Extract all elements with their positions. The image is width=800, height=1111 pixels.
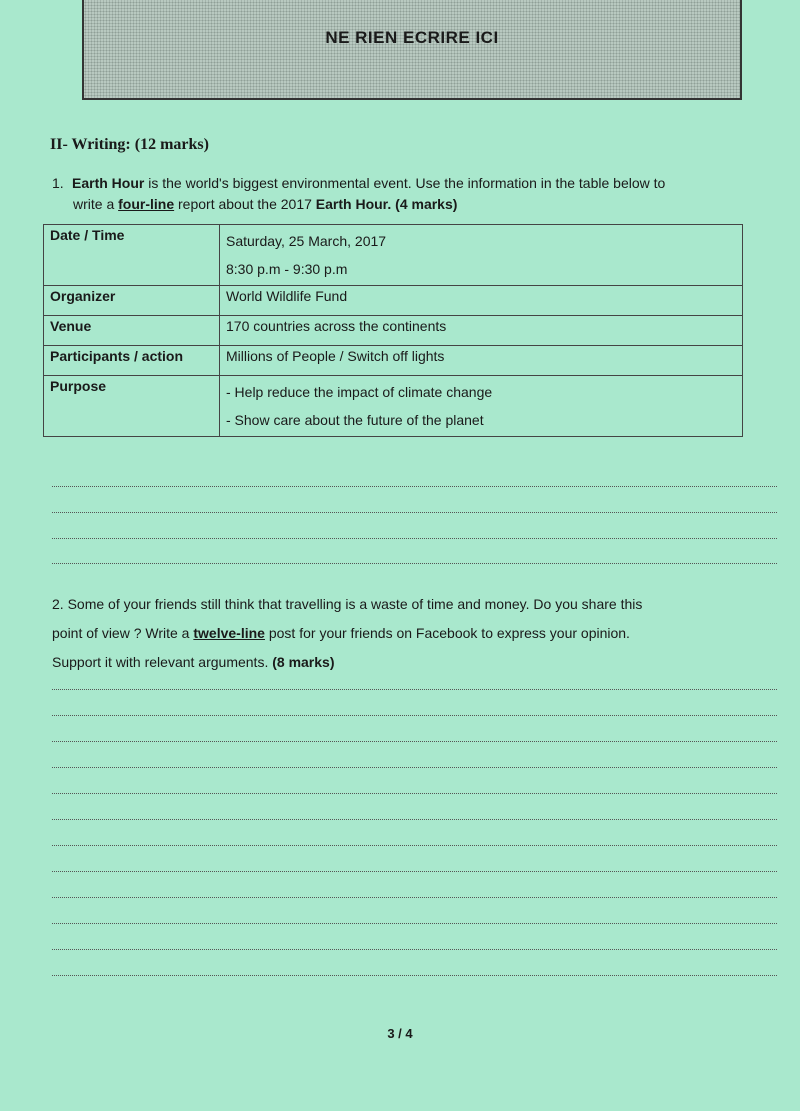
no-write-box [82,0,742,100]
q1-text-a: is the world's biggest environmental event. Use the information in the table below to [144,175,666,191]
question-2 [52,590,782,677]
answer-line[interactable] [52,871,777,872]
purpose-value-2: - Show care about the future of the planet [226,412,484,428]
q1-text-b: write a [73,196,119,212]
row-value: Millions of People / Switch off lights [220,346,743,376]
q1-marks: (4 marks) [391,196,458,212]
row-label: Venue [44,316,220,346]
twelve-line-term: twelve-line [193,625,265,641]
row-label: Date / Time [44,225,220,286]
row-value [220,225,743,286]
row-label: Participants / action [44,346,220,376]
header-title: NE RIEN ECRIRE ICI [325,28,499,47]
earth-hour-term-2: Earth Hour. [315,196,392,212]
answer-line[interactable] [52,845,777,846]
answer-line[interactable] [52,538,777,539]
row-label: Organizer [44,286,220,316]
answer-line[interactable] [52,923,777,924]
row-label: Purpose [44,376,220,437]
answer-line[interactable] [52,715,777,716]
answer-line[interactable] [52,819,777,820]
table-row [44,225,743,286]
question-1 [52,173,782,215]
answer-line[interactable] [52,767,777,768]
four-line-term: four-line [118,196,175,212]
row-value: World Wildlife Fund [220,286,743,316]
table-row [44,286,743,316]
table-row [44,376,743,437]
answer-line[interactable] [52,563,777,564]
answer-line[interactable] [52,512,777,513]
q2-marks: (8 marks) [272,654,335,670]
purpose-value-1: - Help reduce the impact of climate change [226,384,493,400]
page-number: 3 / 4 [387,1026,413,1041]
time-value: 8:30 p.m - 9:30 p.m [226,261,348,277]
section-title: II- Writing: (12 marks) [50,136,209,153]
q2-text-c: Support it with relevant arguments. [52,654,273,670]
answer-line[interactable] [52,741,777,742]
q1-text-c: report about the 2017 [174,196,316,212]
question-1-number: 1. [52,175,64,191]
answer-line[interactable] [52,793,777,794]
row-value: 170 countries across the continents [220,316,743,346]
answer-line[interactable] [52,486,777,487]
earth-hour-table [43,224,743,437]
answer-line[interactable] [52,975,777,976]
q2-text-a: point of view ? Write a [52,625,194,641]
table-row [44,346,743,376]
answer-line[interactable] [52,897,777,898]
table-row [44,316,743,346]
row-value [220,376,743,437]
q2-text-b: post for your friends on Facebook to express your opinion. [264,625,630,641]
date-value: Saturday, 25 March, 2017 [226,233,387,249]
answer-line[interactable] [52,689,777,690]
earth-hour-term: Earth Hour [72,175,145,191]
answer-line[interactable] [52,949,777,950]
q2-line-1: 2. Some of your friends still think that travelling is a waste of time and money. Do you share this [52,596,643,612]
